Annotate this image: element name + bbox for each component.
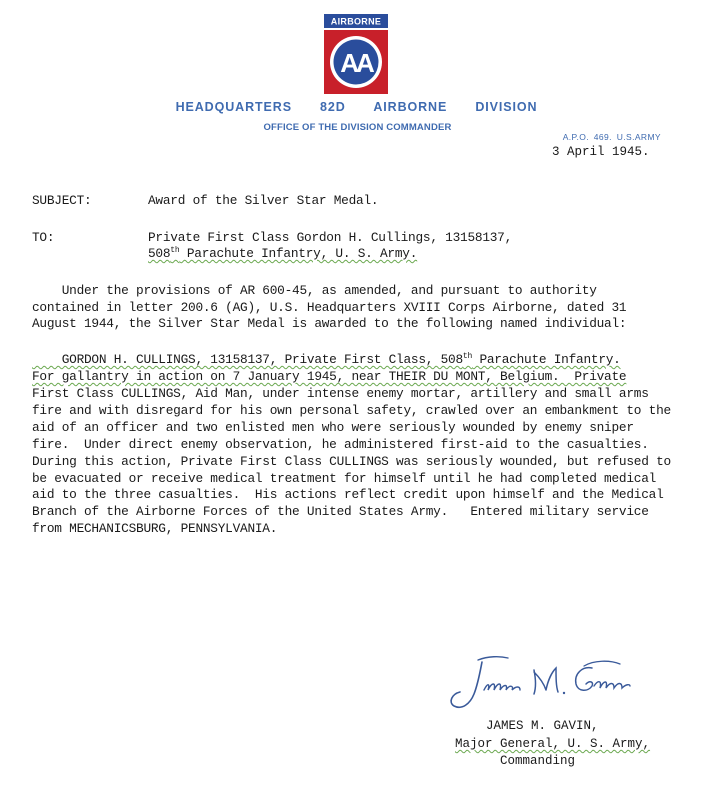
awardee-unit-suffix: th bbox=[462, 352, 473, 361]
insignia-banner-text: AIRBORNE bbox=[330, 16, 382, 27]
awardee-unit: Parachute Infantry. bbox=[472, 352, 621, 367]
subject-value: Award of the Silver Star Medal. bbox=[148, 193, 379, 208]
letter-date: 3 April 1945. bbox=[552, 145, 650, 159]
signatory-rank-text: Major General, U. S. Army, bbox=[455, 737, 651, 751]
paragraph-2-line-11: from MECHANICSBURG, PENNSYLVANIA. bbox=[32, 521, 278, 536]
to-line-2 bbox=[148, 246, 417, 261]
paragraph-2-line-1 bbox=[32, 352, 621, 367]
paragraph-1-line-1: Under the provisions of AR 600-45, as amended, and pursuant to authority bbox=[32, 283, 597, 298]
signatory-name: JAMES M. GAVIN, bbox=[486, 719, 599, 733]
signatory-rank bbox=[455, 737, 650, 751]
apo-address: A.P.O. 469. U.S.ARMY bbox=[562, 132, 661, 142]
paragraph-2-line-5: aid of an officer and two enlisted men who were seriously wounded by enemy sniper bbox=[32, 420, 634, 435]
to-unit-number: 508 bbox=[148, 246, 171, 261]
paragraph-1-line-3: August 1944, the Silver Star Medal is awarded to the following named individual: bbox=[32, 316, 627, 331]
handwritten-signature bbox=[444, 650, 634, 720]
paragraph-2-line-10: Branch of the Airborne Forces of the United States Army. Entered military service bbox=[32, 504, 649, 519]
signatory-role: Commanding bbox=[500, 754, 576, 768]
paragraph-2-line-2 bbox=[32, 369, 626, 384]
paragraph-2-line-6: fire. Under direct enemy observation, he administered first-aid to the casualties. bbox=[32, 437, 649, 452]
subject-label: SUBJECT: bbox=[32, 193, 92, 208]
headquarters-title: HEADQUARTERS 82D AIRBORNE DIVISION bbox=[175, 100, 538, 114]
awardee-heading: GORDON H. CULLINGS, 13158137, Private First Class, 508 bbox=[32, 352, 463, 367]
to-line-1-text: Private First Class Gordon H. Cullings, 13158137, bbox=[148, 230, 513, 245]
paragraph-2-line-3: First Class CULLINGS, Aid Man, under intense enemy mortar, artillery and small arms bbox=[32, 386, 649, 401]
office-subtitle: OFFICE OF THE DIVISION COMMANDER bbox=[263, 122, 452, 133]
paragraph-2-line-8: be evacuated or receive medical treatment for himself until he had completed medical bbox=[32, 471, 657, 486]
to-unit-text: Parachute Infantry, U. S. Army. bbox=[179, 246, 418, 261]
airborne-insignia bbox=[324, 14, 388, 94]
insignia-letters: AA bbox=[340, 48, 372, 78]
to-label: TO: bbox=[32, 230, 55, 245]
to-unit-suffix: th bbox=[170, 246, 180, 255]
paragraph-1-line-2: contained in letter 200.6 (AG), U.S. Headquarters XVIII Corps Airborne, dated 31 bbox=[32, 300, 627, 315]
paragraph-2-line-4: fire and with disregard for his own personal safety, crawled over an embankment to the bbox=[32, 403, 671, 418]
paragraph-2-line-9: aid to the three casualties. His actions reflect credit upon himself and the Medical bbox=[32, 487, 664, 502]
to-line-1 bbox=[148, 230, 512, 245]
paragraph-2-line-7: During this action, Private First Class CULLINGS was seriously wounded, but refused to bbox=[32, 454, 671, 469]
citation-gallantry: For gallantry in action on 7 January 1945, near THEIR DU MONT, Belgium. Private bbox=[32, 369, 627, 384]
